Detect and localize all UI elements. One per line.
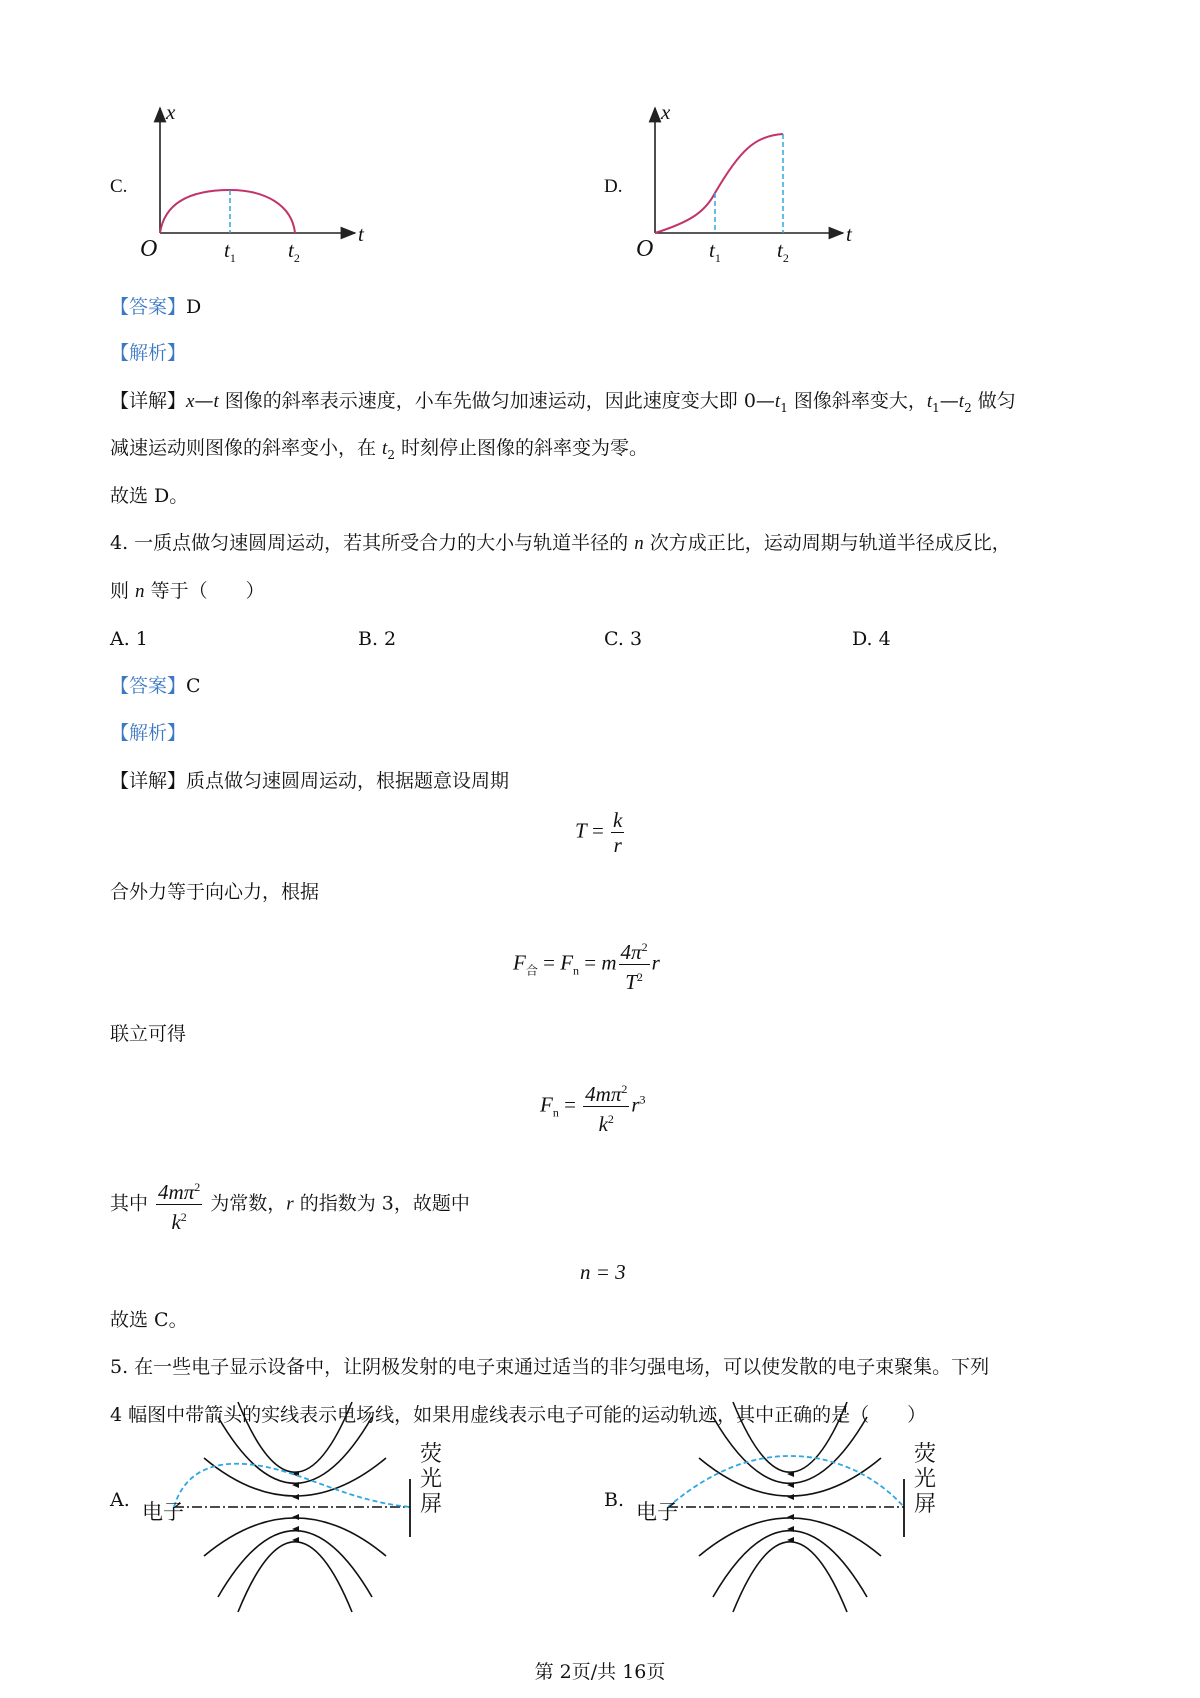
field-arrow [787, 1514, 794, 1520]
field-line [713, 1531, 867, 1597]
t2-label: $t_2$ [777, 238, 789, 266]
q4-option-a: A. 1 [110, 628, 148, 650]
electron-trajectory [174, 1464, 410, 1507]
q4-text4: 其中 $\frac{4m\pi^2}{k^2}$ 为常数，r 的指数为 3，故题中 [110, 1175, 470, 1234]
field-line [204, 1518, 386, 1556]
field-arrow [292, 1514, 299, 1520]
q3-detail-line1: 【详解】x—t 图像的斜率表示速度，小车先做匀加速运动，因此速度变大即 $0—t_1$ 图像斜率变大，$t_1—t_2$ 做匀 [110, 390, 1016, 415]
diagram-a-screen-label: 荧 光 屏 [420, 1442, 443, 1517]
y-axis-label: x [166, 100, 176, 124]
field-line [699, 1518, 881, 1556]
equation-period: T = $\frac{k}{r}$ [575, 808, 623, 857]
t1-label: $t_1$ [224, 238, 236, 266]
field-line [204, 1458, 386, 1496]
field-arrow [292, 1471, 299, 1477]
origin-label: O [636, 236, 654, 262]
field-arrow [292, 1494, 299, 1500]
equation-force: $F_合 = F_n = m$ $\frac{4\pi^2}{T^2}$ r [513, 935, 660, 994]
q4-option-d: D. 4 [852, 628, 891, 650]
field-arrow [787, 1526, 794, 1532]
x-axis-label: t [358, 222, 364, 246]
diagram-b-label: B. [604, 1489, 625, 1511]
graph-c [160, 108, 355, 233]
field-arrow [292, 1537, 299, 1543]
equation-combined: $F_n$ = $\frac{4m\pi^2}{k^2}$ $r^3$ [540, 1077, 646, 1136]
field-arrow [292, 1526, 299, 1532]
equation-n: n = 3 [580, 1260, 626, 1284]
q4-stem-line2: 则 n 等于（ ） [110, 580, 265, 602]
q3-analysis-tag: 【解析】 [110, 342, 187, 364]
q5-stem-line1: 5. 在一些电子显示设备中，让阴极发射的电子束通过适当的非匀强电场，可以使发散的电子束聚集。下列 [110, 1356, 990, 1378]
xt-graphs [0, 0, 1200, 300]
field-line [238, 1542, 352, 1612]
q3-answer: 【答案】D [110, 296, 202, 318]
q4-option-c: C. 3 [604, 628, 643, 650]
field-arrow [787, 1471, 794, 1477]
diagram-a [174, 1402, 410, 1612]
field-line [733, 1542, 847, 1612]
electron-trajectory [668, 1456, 904, 1507]
y-axis-label: x [661, 100, 671, 124]
q4-conclusion: 故选 C。 [110, 1309, 188, 1331]
page-footer: 第 2页/共 16页 [534, 1661, 666, 1683]
t2-label: $t_2$ [288, 238, 300, 266]
q3-conclusion: 故选 D。 [110, 485, 189, 507]
field-arrow [787, 1482, 794, 1488]
field-arrow [292, 1482, 299, 1488]
diagram-b [668, 1402, 904, 1612]
q4-option-b: B. 2 [358, 628, 397, 650]
q4-stem-line1: 4. 一质点做匀速圆周运动，若其所受合力的大小与轨道半径的 n 次方成正比，运动周期与轨道半径成反比， [110, 532, 1011, 554]
diagram-b-electron-label: 电子 [636, 1500, 678, 1524]
graph-d [655, 108, 843, 233]
field-arrow [787, 1537, 794, 1543]
field-line [699, 1458, 881, 1496]
diagram-b-screen-label: 荧 光 屏 [914, 1442, 937, 1517]
diagram-a-electron-label: 电子 [142, 1500, 184, 1524]
x-axis-label: t [846, 222, 852, 246]
q5-stem-line2: 4 幅图中带箭头的实线表示电场线，如果用虚线表示电子可能的运动轨迹，其中正确的是（ ） [110, 1404, 927, 1426]
q4-text2: 合外力等于向心力，根据 [110, 881, 320, 903]
q4-detail-line1: 【详解】质点做匀速圆周运动，根据题意设周期 [110, 770, 510, 792]
option-c-label: C. [110, 176, 128, 197]
q3-detail-line2: 减速运动则图像的斜率变小，在 $t_2$ 时刻停止图像的斜率变为零。 [110, 437, 649, 462]
field-line [218, 1531, 372, 1597]
origin-label: O [140, 236, 158, 262]
curve-d [655, 134, 783, 233]
q4-text3: 联立可得 [110, 1023, 187, 1045]
t1-label: $t_1$ [709, 238, 721, 266]
curve-c [160, 190, 295, 233]
field-arrow [787, 1494, 794, 1500]
q4-answer: 【答案】C [110, 675, 201, 697]
diagram-a-label: A. [110, 1489, 130, 1511]
option-d-label: D. [604, 176, 623, 197]
q4-analysis-tag: 【解析】 [110, 722, 187, 744]
